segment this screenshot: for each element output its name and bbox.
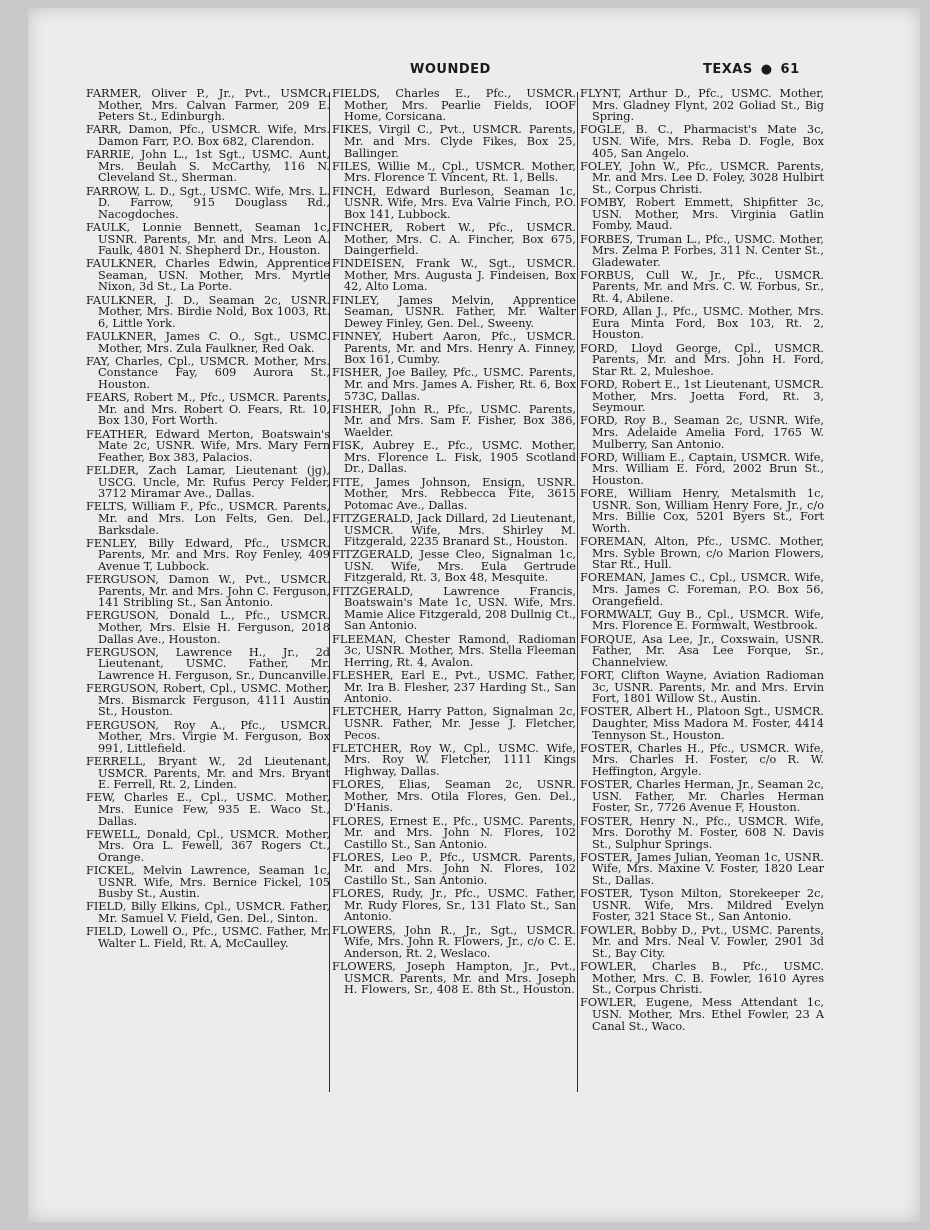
casualty-entry: FOSTER, Charles Herman, Jr., Seaman 2c, USN. Father, Mr. Charles Herman Foster, Sr., 7726 Avenue F, Houston. bbox=[580, 778, 824, 815]
casualty-entry: FOSTER, Tyson Milton, Storekeeper 2c, USNR. Wife, Mrs. Mildred Evelyn Foster, 321 Stace St., San Antonio. bbox=[580, 887, 824, 924]
casualty-entry: FLOWERS, John R., Jr., Sgt., USMCR. Wife, Mrs. John R. Flowers, Jr., c/o C. E. Anderson, Rt. 2, Weslaco. bbox=[332, 923, 576, 960]
casualty-entry: FITZGERALD, Lawrence Francis, Boatswain's Mate 1c, USN. Wife, Mrs. Mamie Alice Fitzgerald, 208 Dullnig Ct., San Antonio. bbox=[332, 584, 576, 633]
casualty-entry: FOSTER, Henry N., Pfc., USMCR. Wife, Mrs. Dorothy M. Foster, 608 N. Davis St., Sulphur Springs. bbox=[580, 814, 824, 851]
casualty-entry: FORMWALT, Guy B., Cpl., USMCR. Wife, Mrs. Florence E. Formwalt, Westbrook. bbox=[580, 607, 824, 633]
casualty-entry: FARROW, L. D., Sgt., USMC. Wife, Mrs. L. D. Farrow, 915 Douglass Rd., Nacogdoches. bbox=[86, 184, 330, 221]
column-2 bbox=[332, 88, 576, 997]
casualty-entry: FILES, Willie M., Cpl., USMCR. Mother, Mrs. Florence T. Vincent, Rt. 1, Bells. bbox=[332, 159, 576, 185]
casualty-entry: FICKEL, Melvin Lawrence, Seaman 1c, USNR. Wife, Mrs. Bernice Fickel, 105 Busby St., Austin. bbox=[86, 864, 330, 901]
casualty-entry: FIELD, Billy Elkins, Cpl., USMCR. Father, Mr. Samuel V. Field, Gen. Del., Sinton. bbox=[86, 900, 330, 926]
casualty-entry: FIKES, Virgil C., Pvt., USMCR. Parents, Mr. and Mrs. Clyde Fikes, Box 25, Ballinger. bbox=[332, 123, 576, 160]
document-page bbox=[28, 8, 920, 1222]
casualty-entry: FOWLER, Charles B., Pfc., USMC. Mother, Mrs. C. B. Fowler, 1610 Ayres St., Corpus Christi. bbox=[580, 960, 824, 997]
casualty-entry: FOREMAN, Alton, Pfc., USMC. Mother, Mrs. Syble Brown, c/o Marion Flowers, Star Rt., Hull. bbox=[580, 535, 824, 572]
casualty-entry: FEWELL, Donald, Cpl., USMCR. Mother, Mrs. Ora L. Fewell, 367 Rogers Ct., Orange. bbox=[86, 827, 330, 864]
casualty-entry: FORD, Allan J., Pfc., USMC. Mother, Mrs. Eura Minta Ford, Box 103, Rt. 2, Houston. bbox=[580, 305, 824, 342]
casualty-entry: FISK, Aubrey E., Pfc., USMC. Mother, Mrs. Florence L. Fisk, 1905 Scotland Dr., Dallas. bbox=[332, 439, 576, 476]
casualty-entry: FORD, William E., Captain, USMCR. Wife, Mrs. William E. Ford, 2002 Brun St., Houston. bbox=[580, 450, 824, 487]
state-name: TEXAS bbox=[703, 62, 753, 77]
casualty-entry: FAULK, Lonnie Bennett, Seaman 1c, USNR. Parents, Mr. and Mrs. Leon A. Faulk, 4801 N. Shepherd Dr., Houston. bbox=[86, 220, 330, 258]
casualty-entry: FERGUSON, Roy A., Pfc., USMCR. Mother, Mrs. Virgie M. Ferguson, Box 991, Littlefield. bbox=[86, 718, 330, 755]
casualty-entry: FINCH, Edward Burleson, Seaman 1c, USNR. Wife, Mrs. Eva Valrie Finch, P.O. Box 141, Lubbock. bbox=[332, 184, 576, 221]
casualty-entry: FORBUS, Cull W., Jr., Pfc., USMCR. Parents, Mr. and Mrs. C. W. Forbus, Sr., Rt. 4, Abilene. bbox=[580, 268, 824, 306]
casualty-entry: FLORES, Leo P., Pfc., USMCR. Parents, Mr. and Mrs. John N. Flores, 102 Castillo St., San Antonio. bbox=[332, 850, 576, 888]
casualty-entry: FLESHER, Earl E., Pvt., USMC. Father, Mr. Ira B. Flesher, 237 Harding St., San Antonio. bbox=[332, 669, 576, 706]
casualty-entry: FERGUSON, Robert, Cpl., USMC. Mother, Mrs. Bismarck Ferguson, 4111 Austin St., Houston. bbox=[86, 682, 330, 719]
page-number: 61 bbox=[780, 62, 800, 77]
casualty-entry: FEARS, Robert M., Pfc., USMCR. Parents, Mr. and Mrs. Robert O. Fears, Rt. 10, Box 130, Fort Worth. bbox=[86, 391, 330, 428]
casualty-entry: FOSTER, Albert H., Platoon Sgt., USMCR. Daughter, Miss Madora M. Foster, 4414 Tennyson St., Houston. bbox=[580, 705, 824, 742]
casualty-entry: FORE, William Henry, Metalsmith 1c, USNR. Son, William Henry Fore, Jr., c/o Mrs. Billie Cox, 5201 Byers St., Fort Worth. bbox=[580, 487, 824, 535]
casualty-entry: FLORES, Ernest E., Pfc., USMC. Parents, Mr. and Mrs. John N. Flores, 102 Castillo St., San Antonio. bbox=[332, 814, 576, 851]
casualty-entry: FORT, Clifton Wayne, Aviation Radioman 3c, USNR. Parents, Mr. and Mrs. Ervin Fort, 1801 Willow St., Austin. bbox=[580, 669, 824, 706]
casualty-entry: FERGUSON, Lawrence H., Jr., 2d Lieutenant, USMC. Father, Mr. Lawrence H. Ferguson, Sr., Duncanville. bbox=[86, 645, 330, 682]
casualty-entry: FLEEMAN, Chester Ramond, Radioman 3c, USNR. Mother, Mrs. Stella Fleeman Herring, Rt. 4, Avalon. bbox=[332, 632, 576, 669]
casualty-entry: FAY, Charles, Cpl., USMCR. Mother, Mrs. Constance Fay, 609 Aurora St., Houston. bbox=[86, 354, 330, 391]
casualty-entry: FLORES, Elias, Seaman 2c, USNR. Mother, Mrs. Otila Flores, Gen. Del., D'Hanis. bbox=[332, 778, 576, 815]
casualty-entry: FINDEISEN, Frank W., Sgt., USMCR. Mother, Mrs. Augusta J. Findeisen, Box 42, Alto Loma. bbox=[332, 257, 576, 294]
page-header bbox=[28, 62, 920, 82]
casualty-entry: FITZGERALD, Jesse Cleo, Signalman 1c, USN. Wife, Mrs. Eula Gertrude Fitzgerald, Rt. 3, Box 48, Mesquite. bbox=[332, 548, 576, 585]
casualty-entry: FIELD, Lowell O., Pfc., USMC. Father, Mr. Walter L. Field, Rt. A, McCaulley. bbox=[86, 925, 330, 950]
casualty-entry: FOGLE, B. C., Pharmacist's Mate 3c, USN. Wife, Mrs. Reba D. Fogle, Box 405, San Angelo. bbox=[580, 123, 824, 160]
casualty-entry: FITE, James Johnson, Ensign, USNR. Mother, Mrs. Rebbecca Fite, 3615 Potomac Ave., Dallas. bbox=[332, 475, 576, 512]
casualty-entry: FOWLER, Bobby D., Pvt., USMC. Parents, Mr. and Mrs. Neal V. Fowler, 2901 3d St., Bay City. bbox=[580, 923, 824, 960]
casualty-entry: FLYNT, Arthur D., Pfc., USMC. Mother, Mrs. Gladney Flynt, 202 Goliad St., Big Spring. bbox=[580, 87, 824, 124]
casualty-entry: FOSTER, James Julian, Yeoman 1c, USNR. Wife, Mrs. Maxine V. Foster, 1820 Lear St., Dallas. bbox=[580, 850, 824, 888]
column-3 bbox=[580, 88, 824, 1034]
casualty-entry: FELDER, Zach Lamar, Lieutenant (jg), USCG. Uncle, Mr. Rufus Percy Felder, 3712 Miramar Ave., Dallas. bbox=[86, 463, 330, 501]
casualty-entry: FAULKNER, James C. O., Sgt., USMC. Mother, Mrs. Zula Faulkner, Red Oak. bbox=[86, 330, 330, 355]
casualty-entry: FINLEY, James Melvin, Apprentice Seaman, USNR. Father, Mr. Walter Dewey Finley, Gen. Del., Sweeny. bbox=[332, 293, 576, 330]
section-title: WOUNDED bbox=[410, 62, 491, 77]
casualty-entry: FELTS, William F., Pfc., USMCR. Parents, Mr. and Mrs. Lon Felts, Gen. Del., Barksdale. bbox=[86, 500, 330, 537]
casualty-entry: FITZGERALD, Jack Dillard, 2d Lieutenant, USMCR. Wife, Mrs. Shirley M. Fitzgerald, 2235 Branard St., Houston. bbox=[332, 511, 576, 549]
casualty-entry: FORBES, Truman L., Pfc., USMC. Mother, Mrs. Zelma P. Forbes, 311 N. Center St., Gladewater. bbox=[580, 232, 824, 269]
casualty-entry: FOLEY, John W., Pfc., USMCR. Parents, Mr. and Mrs. Lee D. Foley, 3028 Hulbirt St., Corpus Christi. bbox=[580, 159, 824, 196]
casualty-entry: FOSTER, Charles H., Pfc., USMCR. Wife, Mrs. Charles H. Foster, c/o R. W. Heffington, Argyle. bbox=[580, 741, 824, 778]
casualty-entry: FERGUSON, Damon W., Pvt., USMCR. Parents, Mr. and Mrs. John C. Ferguson, 141 Stribling St., San Antonio. bbox=[86, 573, 330, 610]
column-1 bbox=[86, 88, 330, 951]
page-locator bbox=[703, 62, 800, 77]
casualty-entry: FERGUSON, Donald L., Pfc., USMCR. Mother, Mrs. Elsie H. Ferguson, 2018 Dallas Ave., Houston. bbox=[86, 609, 330, 646]
casualty-entry: FENLEY, Billy Edward, Pfc., USMCR. Parents, Mr. and Mrs. Roy Fenley, 409 Avenue T, Lubbock. bbox=[86, 536, 330, 573]
bullet-separator: ● bbox=[760, 62, 773, 77]
casualty-entry: FISHER, Joe Bailey, Pfc., USMC. Parents, Mr. and Mrs. James A. Fisher, Rt. 6, Box 573C, Dallas. bbox=[332, 366, 576, 403]
casualty-entry: FIELDS, Charles E., Pfc., USMCR. Mother, Mrs. Pearlie Fields, IOOF Home, Corsicana. bbox=[332, 87, 576, 124]
casualty-entry: FOWLER, Eugene, Mess Attendant 1c, USN. Mother, Mrs. Ethel Fowler, 23 A Canal St., Waco. bbox=[580, 996, 824, 1033]
casualty-entry: FLETCHER, Roy W., Cpl., USMC. Wife, Mrs. Roy W. Fletcher, 1111 Kings Highway, Dallas. bbox=[332, 741, 576, 778]
casualty-entry: FAULKNER, Charles Edwin, Apprentice Seaman, USN. Mother, Mrs. Myrtle Nixon, 3d St., La Porte. bbox=[86, 257, 330, 294]
casualty-entry: FOREMAN, James C., Cpl., USMCR. Wife, Mrs. James C. Foreman, P.O. Box 56, Orangefield. bbox=[580, 571, 824, 608]
casualty-entry: FORQUE, Asa Lee, Jr., Coxswain, USNR. Father, Mr. Asa Lee Forque, Sr., Channelview. bbox=[580, 632, 824, 669]
casualty-entry: FLORES, Rudy, Jr., Pfc., USMC. Father, Mr. Rudy Flores, Sr., 131 Flato St., San Antonio. bbox=[332, 887, 576, 924]
casualty-entry: FEATHER, Edward Merton, Boatswain's Mate 2c, USNR. Wife, Mrs. Mary Fern Feather, Box 383, Palacios. bbox=[86, 427, 330, 464]
casualty-entry: FOMBY, Robert Emmett, Shipfitter 3c, USN. Mother, Mrs. Virginia Gatlin Fomby, Maud. bbox=[580, 196, 824, 233]
column-divider bbox=[577, 92, 578, 1092]
casualty-entry: FLETCHER, Harry Patton, Signalman 2c, USNR. Father, Mr. Jesse J. Fletcher, Pecos. bbox=[332, 705, 576, 742]
casualty-entry: FINCHER, Robert W., Pfc., USMCR. Mother, Mrs. C. A. Fincher, Box 675, Daingerfield. bbox=[332, 220, 576, 258]
casualty-entry: FORD, Roy B., Seaman 2c, USNR. Wife, Mrs. Adelaide Amelia Ford, 1765 W. Mulberry, San Antonio. bbox=[580, 414, 824, 451]
casualty-entry: FORD, Robert E., 1st Lieutenant, USMCR. Mother, Mrs. Joetta Ford, Rt. 3, Seymour. bbox=[580, 378, 824, 415]
casualty-entry: FORD, Lloyd George, Cpl., USMCR. Parents, Mr. and Mrs. John H. Ford, Star Rt. 2, Muleshoe. bbox=[580, 341, 824, 378]
casualty-entry: FEW, Charles E., Cpl., USMC. Mother, Mrs. Eunice Few, 935 E. Waco St., Dallas. bbox=[86, 791, 330, 828]
casualty-entry: FLOWERS, Joseph Hampton, Jr., Pvt., USMCR. Parents, Mr. and Mrs. Joseph H. Flowers, Sr., 408 E. 8th St., Houston. bbox=[332, 960, 576, 997]
casualty-entry: FAULKNER, J. D., Seaman 2c, USNR. Mother, Mrs. Birdie Nold, Box 1003, Rt. 6, Little York. bbox=[86, 293, 330, 330]
casualty-entry: FARR, Damon, Pfc., USMCR. Wife, Mrs. Damon Farr, P.O. Box 682, Clarendon. bbox=[86, 123, 330, 148]
casualty-entry: FINNEY, Hubert Aaron, Pfc., USMCR. Parents, Mr. and Mrs. Henry A. Finney, Box 161, Cumby. bbox=[332, 330, 576, 367]
casualty-entry: FARRIE, John L., 1st Sgt., USMC. Aunt, Mrs. Beulah S. McCarthy, 116 N. Cleveland St., Sherman. bbox=[86, 148, 330, 185]
casualty-entry: FARMER, Oliver P., Jr., Pvt., USMCR. Mother, Mrs. Calvan Farmer, 209 E. Peters St., Edinburgh. bbox=[86, 87, 330, 124]
casualty-entry: FISHER, John R., Pfc., USMC. Parents, Mr. and Mrs. Sam F. Fisher, Box 386, Waelder. bbox=[332, 402, 576, 439]
casualty-entry: FERRELL, Bryant W., 2d Lieutenant, USMCR. Parents, Mr. and Mrs. Bryant E. Ferrell, Rt. 2, Linden. bbox=[86, 754, 330, 792]
